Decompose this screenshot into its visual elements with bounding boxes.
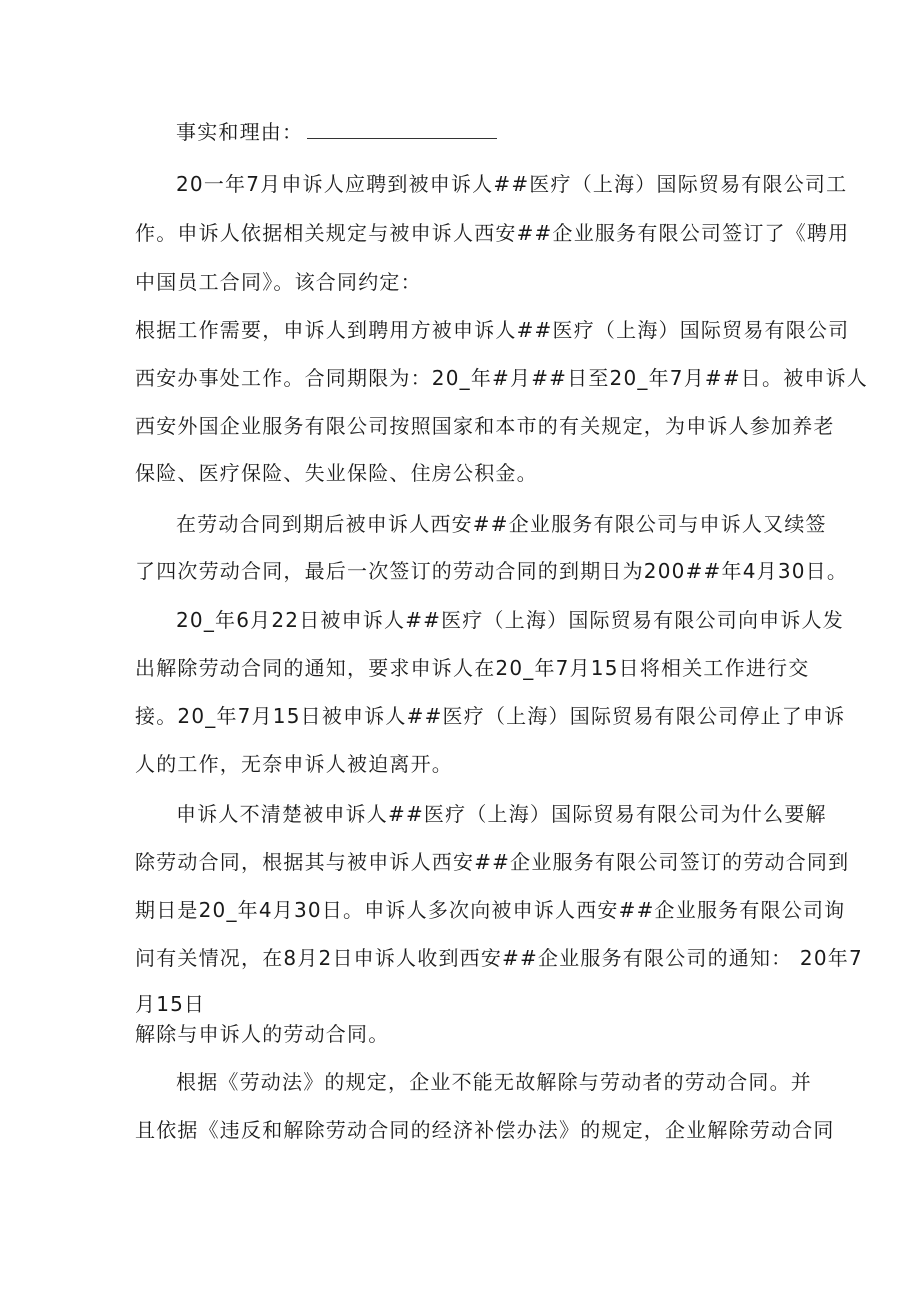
facts-blank-line (307, 120, 497, 139)
paragraph-line: 保险、医疗保险、失业保险、住房公积金。 (135, 461, 538, 485)
paragraph-line: 在劳动合同到期后被申诉人西安##企业服务有限公司与申诉人又续签 (176, 512, 827, 536)
paragraph-line: 人的工作，无奈申诉人被迫离开。 (135, 752, 453, 776)
paragraph-line: 接。20_年7月15日被申诉人##医疗（上海）国际贸易有限公司停止了申诉 (135, 704, 846, 728)
facts-heading (176, 118, 497, 146)
paragraph-line: 除劳动合同，根据其与被申诉人西安##企业服务有限公司签订的劳动合同到 (135, 850, 850, 874)
paragraph-line: 西安办事处工作。合同期限为：20_年#月##日至20_年7月##日。被申诉人 (135, 366, 869, 390)
paragraph-line: 西安外国企业服务有限公司按照国家和本市的有关规定，为申诉人参加养老 (135, 414, 835, 438)
paragraph-line: 问有关情况，在8月2日申诉人收到西安##企业服务有限公司的通知： 20年7 (135, 946, 863, 970)
paragraph-line: 根据工作需要，申诉人到聘用方被申诉人##医疗（上海）国际贸易有限公司 (135, 318, 850, 342)
paragraph-line: 解除与申诉人的劳动合同。 (135, 1022, 390, 1046)
paragraph-line: 月15日 (135, 992, 206, 1016)
paragraph-line: 了四次劳动合同，最后一次签订的劳动合同的到期日为200##年4月30日。 (135, 559, 849, 583)
paragraph-line: 且依据《违反和解除劳动合同的经济补偿办法》的规定，企业解除劳动合同 (135, 1118, 835, 1142)
paragraph-line: 出解除劳动合同的通知，要求申诉人在20_年7月15日将相关工作进行交 (135, 656, 810, 680)
paragraph-line: 作。申诉人依据相关规定与被申诉人西安##企业服务有限公司签订了《聘用 (135, 221, 850, 245)
paragraph-line: 20_年6月22日被申诉人##医疗（上海）国际贸易有限公司向申诉人发 (176, 608, 844, 632)
paragraph-line: 期日是20_年4月30日。申诉人多次向被申诉人西安##企业服务有限公司询 (135, 898, 846, 922)
paragraph-line: 20一年7月申诉人应聘到被申诉人##医疗（上海）国际贸易有限公司工 (176, 172, 848, 196)
paragraph-line: 根据《劳动法》的规定，企业不能无故解除与劳动者的劳动合同。并 (176, 1070, 812, 1094)
facts-heading-label: 事实和理由： (176, 120, 304, 144)
paragraph-line: 中国员工合同》。该合同约定： (135, 270, 422, 294)
paragraph-line: 申诉人不清楚被申诉人##医疗（上海）国际贸易有限公司为什么要解 (176, 802, 827, 826)
